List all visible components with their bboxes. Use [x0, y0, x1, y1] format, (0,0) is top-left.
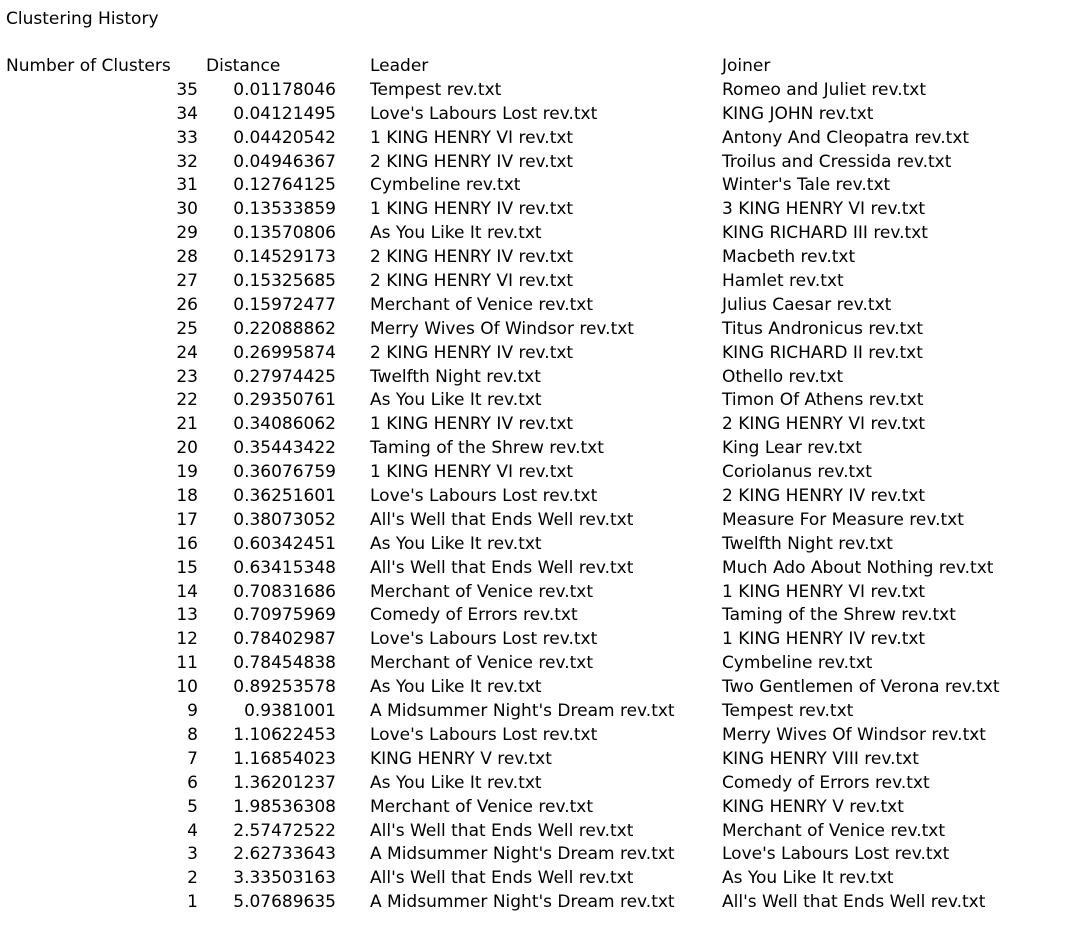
cell-distance: 0.04121495	[233, 103, 336, 124]
cell-leader: A Midsummer Night's Dream rev.txt	[370, 844, 675, 865]
table-row	[0, 533, 1072, 557]
cell-joiner: 2 KING HENRY IV rev.txt	[722, 486, 926, 507]
cell-distance: 3.33503163	[233, 868, 336, 889]
cell-leader: KING HENRY V rev.txt	[370, 748, 552, 769]
cell-number-of-clusters: 1	[187, 892, 198, 913]
cell-distance: 0.14529173	[233, 247, 336, 268]
table-row	[0, 318, 1072, 342]
cell-joiner: Comedy of Errors rev.txt	[722, 772, 930, 793]
cell-joiner: Tempest rev.txt	[722, 701, 854, 722]
table-row	[0, 437, 1072, 461]
cell-leader: 2 KING HENRY IV rev.txt	[370, 342, 574, 363]
table-row	[0, 772, 1072, 796]
cell-joiner: 1 KING HENRY IV rev.txt	[722, 629, 926, 650]
cell-distance: 0.70831686	[233, 581, 336, 602]
cell-joiner: KING RICHARD II rev.txt	[722, 342, 923, 363]
cell-distance: 0.36251601	[233, 486, 336, 507]
cell-number-of-clusters: 27	[176, 271, 198, 292]
cell-leader: 1 KING HENRY VI rev.txt	[370, 462, 574, 483]
cell-joiner: Much Ado About Nothing rev.txt	[722, 557, 994, 578]
cell-joiner: Julius Caesar rev.txt	[722, 294, 892, 315]
table-row	[0, 151, 1072, 175]
cell-distance: 0.13570806	[233, 223, 336, 244]
table-row	[0, 700, 1072, 724]
table-row	[0, 676, 1072, 700]
cell-leader: 1 KING HENRY VI rev.txt	[370, 127, 574, 148]
cell-joiner: Merchant of Venice rev.txt	[722, 820, 946, 841]
table-row	[0, 79, 1072, 103]
cell-distance: 0.70975969	[233, 605, 336, 626]
cell-leader: Merchant of Venice rev.txt	[370, 653, 594, 674]
cell-number-of-clusters: 6	[187, 772, 198, 793]
cell-joiner: Hamlet rev.txt	[722, 271, 844, 292]
table-row	[0, 796, 1072, 820]
cell-distance: 0.13533859	[233, 199, 336, 220]
cell-leader: Merry Wives Of Windsor rev.txt	[370, 318, 634, 339]
cell-leader: As You Like It rev.txt	[370, 533, 542, 554]
table-row	[0, 724, 1072, 748]
table-row	[0, 461, 1072, 485]
cell-joiner: Two Gentlemen of Verona rev.txt	[722, 677, 1000, 698]
cell-number-of-clusters: 35	[176, 79, 198, 100]
cell-number-of-clusters: 5	[187, 796, 198, 817]
cell-leader: 1 KING HENRY IV rev.txt	[370, 414, 574, 435]
cell-leader: As You Like It rev.txt	[370, 223, 542, 244]
cell-distance: 0.26995874	[233, 342, 336, 363]
cell-joiner: Merry Wives Of Windsor rev.txt	[722, 724, 986, 745]
cell-distance: 1.16854023	[233, 748, 336, 769]
cell-number-of-clusters: 4	[187, 820, 198, 841]
table-row	[0, 222, 1072, 246]
cell-leader: 1 KING HENRY IV rev.txt	[370, 199, 574, 220]
cell-number-of-clusters: 28	[176, 247, 198, 268]
cell-leader: A Midsummer Night's Dream rev.txt	[370, 892, 675, 913]
cell-leader: Taming of the Shrew rev.txt	[370, 438, 604, 459]
cell-distance: 0.15325685	[233, 271, 336, 292]
cell-number-of-clusters: 22	[176, 390, 198, 411]
cell-distance: 1.10622453	[233, 724, 336, 745]
cell-number-of-clusters: 34	[176, 103, 198, 124]
cell-number-of-clusters: 21	[176, 414, 198, 435]
cell-distance: 0.04420542	[233, 127, 336, 148]
table-row	[0, 294, 1072, 318]
cell-number-of-clusters: 29	[176, 223, 198, 244]
table-row	[0, 748, 1072, 772]
cell-distance: 0.60342451	[233, 533, 336, 554]
cell-leader: Merchant of Venice rev.txt	[370, 796, 594, 817]
cell-number-of-clusters: 3	[187, 844, 198, 865]
cell-number-of-clusters: 10	[176, 677, 198, 698]
cell-distance: 0.15972477	[233, 294, 336, 315]
cell-leader: All's Well that Ends Well rev.txt	[370, 509, 634, 530]
cell-distance: 0.89253578	[233, 677, 336, 698]
cell-joiner: KING HENRY VIII rev.txt	[722, 748, 919, 769]
column-header-joiner: Joiner	[722, 56, 771, 76]
cell-leader: Cymbeline rev.txt	[370, 175, 521, 196]
table-row	[0, 246, 1072, 270]
cell-leader: Twelfth Night rev.txt	[370, 366, 541, 387]
cell-distance: 0.36076759	[233, 462, 336, 483]
cell-number-of-clusters: 32	[176, 151, 198, 172]
column-header-number-of-clusters: Number of Clusters	[6, 56, 171, 76]
cell-joiner: KING JOHN rev.txt	[722, 103, 874, 124]
cell-number-of-clusters: 25	[176, 318, 198, 339]
cell-joiner: Measure For Measure rev.txt	[722, 509, 964, 530]
cell-leader: A Midsummer Night's Dream rev.txt	[370, 701, 675, 722]
cell-distance: 0.78454838	[233, 653, 336, 674]
cell-distance: 1.36201237	[233, 772, 336, 793]
table-row	[0, 652, 1072, 676]
table-row	[0, 628, 1072, 652]
table-row	[0, 342, 1072, 366]
table-row	[0, 581, 1072, 605]
cell-distance: 2.62733643	[233, 844, 336, 865]
cell-leader: Merchant of Venice rev.txt	[370, 294, 594, 315]
cell-leader: As You Like It rev.txt	[370, 677, 542, 698]
column-header-distance: Distance	[206, 56, 281, 76]
cell-leader: Love's Labours Lost rev.txt	[370, 486, 598, 507]
cell-distance: 0.9381001	[244, 701, 336, 722]
cell-number-of-clusters: 24	[176, 342, 198, 363]
cell-number-of-clusters: 31	[176, 175, 198, 196]
cell-leader: Comedy of Errors rev.txt	[370, 605, 578, 626]
cell-distance: 0.27974425	[233, 366, 336, 387]
cell-joiner: Titus Andronicus rev.txt	[722, 318, 923, 339]
cell-number-of-clusters: 30	[176, 199, 198, 220]
cell-distance: 5.07689635	[233, 892, 336, 913]
cell-distance: 0.29350761	[233, 390, 336, 411]
cell-leader: All's Well that Ends Well rev.txt	[370, 557, 634, 578]
cell-joiner: Timon Of Athens rev.txt	[722, 390, 924, 411]
cell-distance: 0.12764125	[233, 175, 336, 196]
cell-joiner: 1 KING HENRY VI rev.txt	[722, 581, 926, 602]
cell-joiner: Othello rev.txt	[722, 366, 844, 387]
cell-leader: As You Like It rev.txt	[370, 390, 542, 411]
cell-leader: 2 KING HENRY IV rev.txt	[370, 151, 574, 172]
cell-leader: All's Well that Ends Well rev.txt	[370, 820, 634, 841]
cell-leader: All's Well that Ends Well rev.txt	[370, 868, 634, 889]
table-row	[0, 389, 1072, 413]
cell-joiner: Taming of the Shrew rev.txt	[722, 605, 956, 626]
table-row	[0, 557, 1072, 581]
cell-number-of-clusters: 26	[176, 294, 198, 315]
cell-joiner: KING RICHARD III rev.txt	[722, 223, 928, 244]
cell-number-of-clusters: 18	[176, 486, 198, 507]
header-row	[0, 55, 1072, 79]
table-row	[0, 867, 1072, 891]
table-row	[0, 820, 1072, 844]
cell-joiner: As You Like It rev.txt	[722, 868, 894, 889]
cell-number-of-clusters: 33	[176, 127, 198, 148]
cell-distance: 0.22088862	[233, 318, 336, 339]
cell-number-of-clusters: 9	[187, 701, 198, 722]
table-row	[0, 891, 1072, 915]
cell-number-of-clusters: 12	[176, 629, 198, 650]
cell-leader: Tempest rev.txt	[370, 79, 502, 100]
cell-leader: Merchant of Venice rev.txt	[370, 581, 594, 602]
clustering-history-table	[0, 55, 1072, 915]
cell-joiner: 3 KING HENRY VI rev.txt	[722, 199, 926, 220]
table-body	[0, 79, 1072, 915]
cell-joiner: Antony And Cleopatra rev.txt	[722, 127, 970, 148]
cell-leader: Love's Labours Lost rev.txt	[370, 724, 598, 745]
cell-distance: 0.63415348	[233, 557, 336, 578]
table-row	[0, 103, 1072, 127]
cell-joiner: 2 KING HENRY VI rev.txt	[722, 414, 926, 435]
cell-number-of-clusters: 20	[176, 438, 198, 459]
table-row	[0, 604, 1072, 628]
cell-number-of-clusters: 7	[187, 748, 198, 769]
cell-distance: 0.35443422	[233, 438, 336, 459]
cell-number-of-clusters: 17	[176, 509, 198, 530]
table-row	[0, 127, 1072, 151]
cell-joiner: All's Well that Ends Well rev.txt	[722, 892, 986, 913]
cell-number-of-clusters: 19	[176, 462, 198, 483]
cell-number-of-clusters: 14	[176, 581, 198, 602]
table-row	[0, 509, 1072, 533]
cell-number-of-clusters: 11	[176, 653, 198, 674]
table-row	[0, 198, 1072, 222]
cell-joiner: King Lear rev.txt	[722, 438, 862, 459]
cell-leader: Love's Labours Lost rev.txt	[370, 103, 598, 124]
cell-distance: 0.78402987	[233, 629, 336, 650]
cell-distance: 0.38073052	[233, 509, 336, 530]
table-row	[0, 843, 1072, 867]
cell-leader: 2 KING HENRY IV rev.txt	[370, 247, 574, 268]
cell-joiner: KING HENRY V rev.txt	[722, 796, 904, 817]
cell-joiner: Romeo and Juliet rev.txt	[722, 79, 927, 100]
table-row	[0, 413, 1072, 437]
cell-joiner: Winter's Tale rev.txt	[722, 175, 891, 196]
table-row	[0, 366, 1072, 390]
cell-distance: 0.04946367	[233, 151, 336, 172]
cell-distance: 2.57472522	[233, 820, 336, 841]
cell-joiner: Twelfth Night rev.txt	[722, 533, 893, 554]
table-row	[0, 485, 1072, 509]
cell-leader: As You Like It rev.txt	[370, 772, 542, 793]
cell-distance: 0.34086062	[233, 414, 336, 435]
column-header-leader: Leader	[370, 56, 429, 76]
cell-joiner: Love's Labours Lost rev.txt	[722, 844, 950, 865]
cell-distance: 1.98536308	[233, 796, 336, 817]
table-row	[0, 174, 1072, 198]
cell-joiner: Troilus and Cressida rev.txt	[722, 151, 952, 172]
cell-joiner: Cymbeline rev.txt	[722, 653, 873, 674]
cell-joiner: Coriolanus rev.txt	[722, 462, 872, 483]
cell-number-of-clusters: 15	[176, 557, 198, 578]
cell-joiner: Macbeth rev.txt	[722, 247, 856, 268]
cell-number-of-clusters: 2	[187, 868, 198, 889]
cell-number-of-clusters: 8	[187, 724, 198, 745]
cell-leader: Love's Labours Lost rev.txt	[370, 629, 598, 650]
cell-distance: 0.01178046	[233, 79, 336, 100]
cell-leader: 2 KING HENRY VI rev.txt	[370, 271, 574, 292]
cell-number-of-clusters: 23	[176, 366, 198, 387]
page-title: Clustering History	[6, 9, 159, 29]
table-row	[0, 270, 1072, 294]
cell-number-of-clusters: 16	[176, 533, 198, 554]
cell-number-of-clusters: 13	[176, 605, 198, 626]
